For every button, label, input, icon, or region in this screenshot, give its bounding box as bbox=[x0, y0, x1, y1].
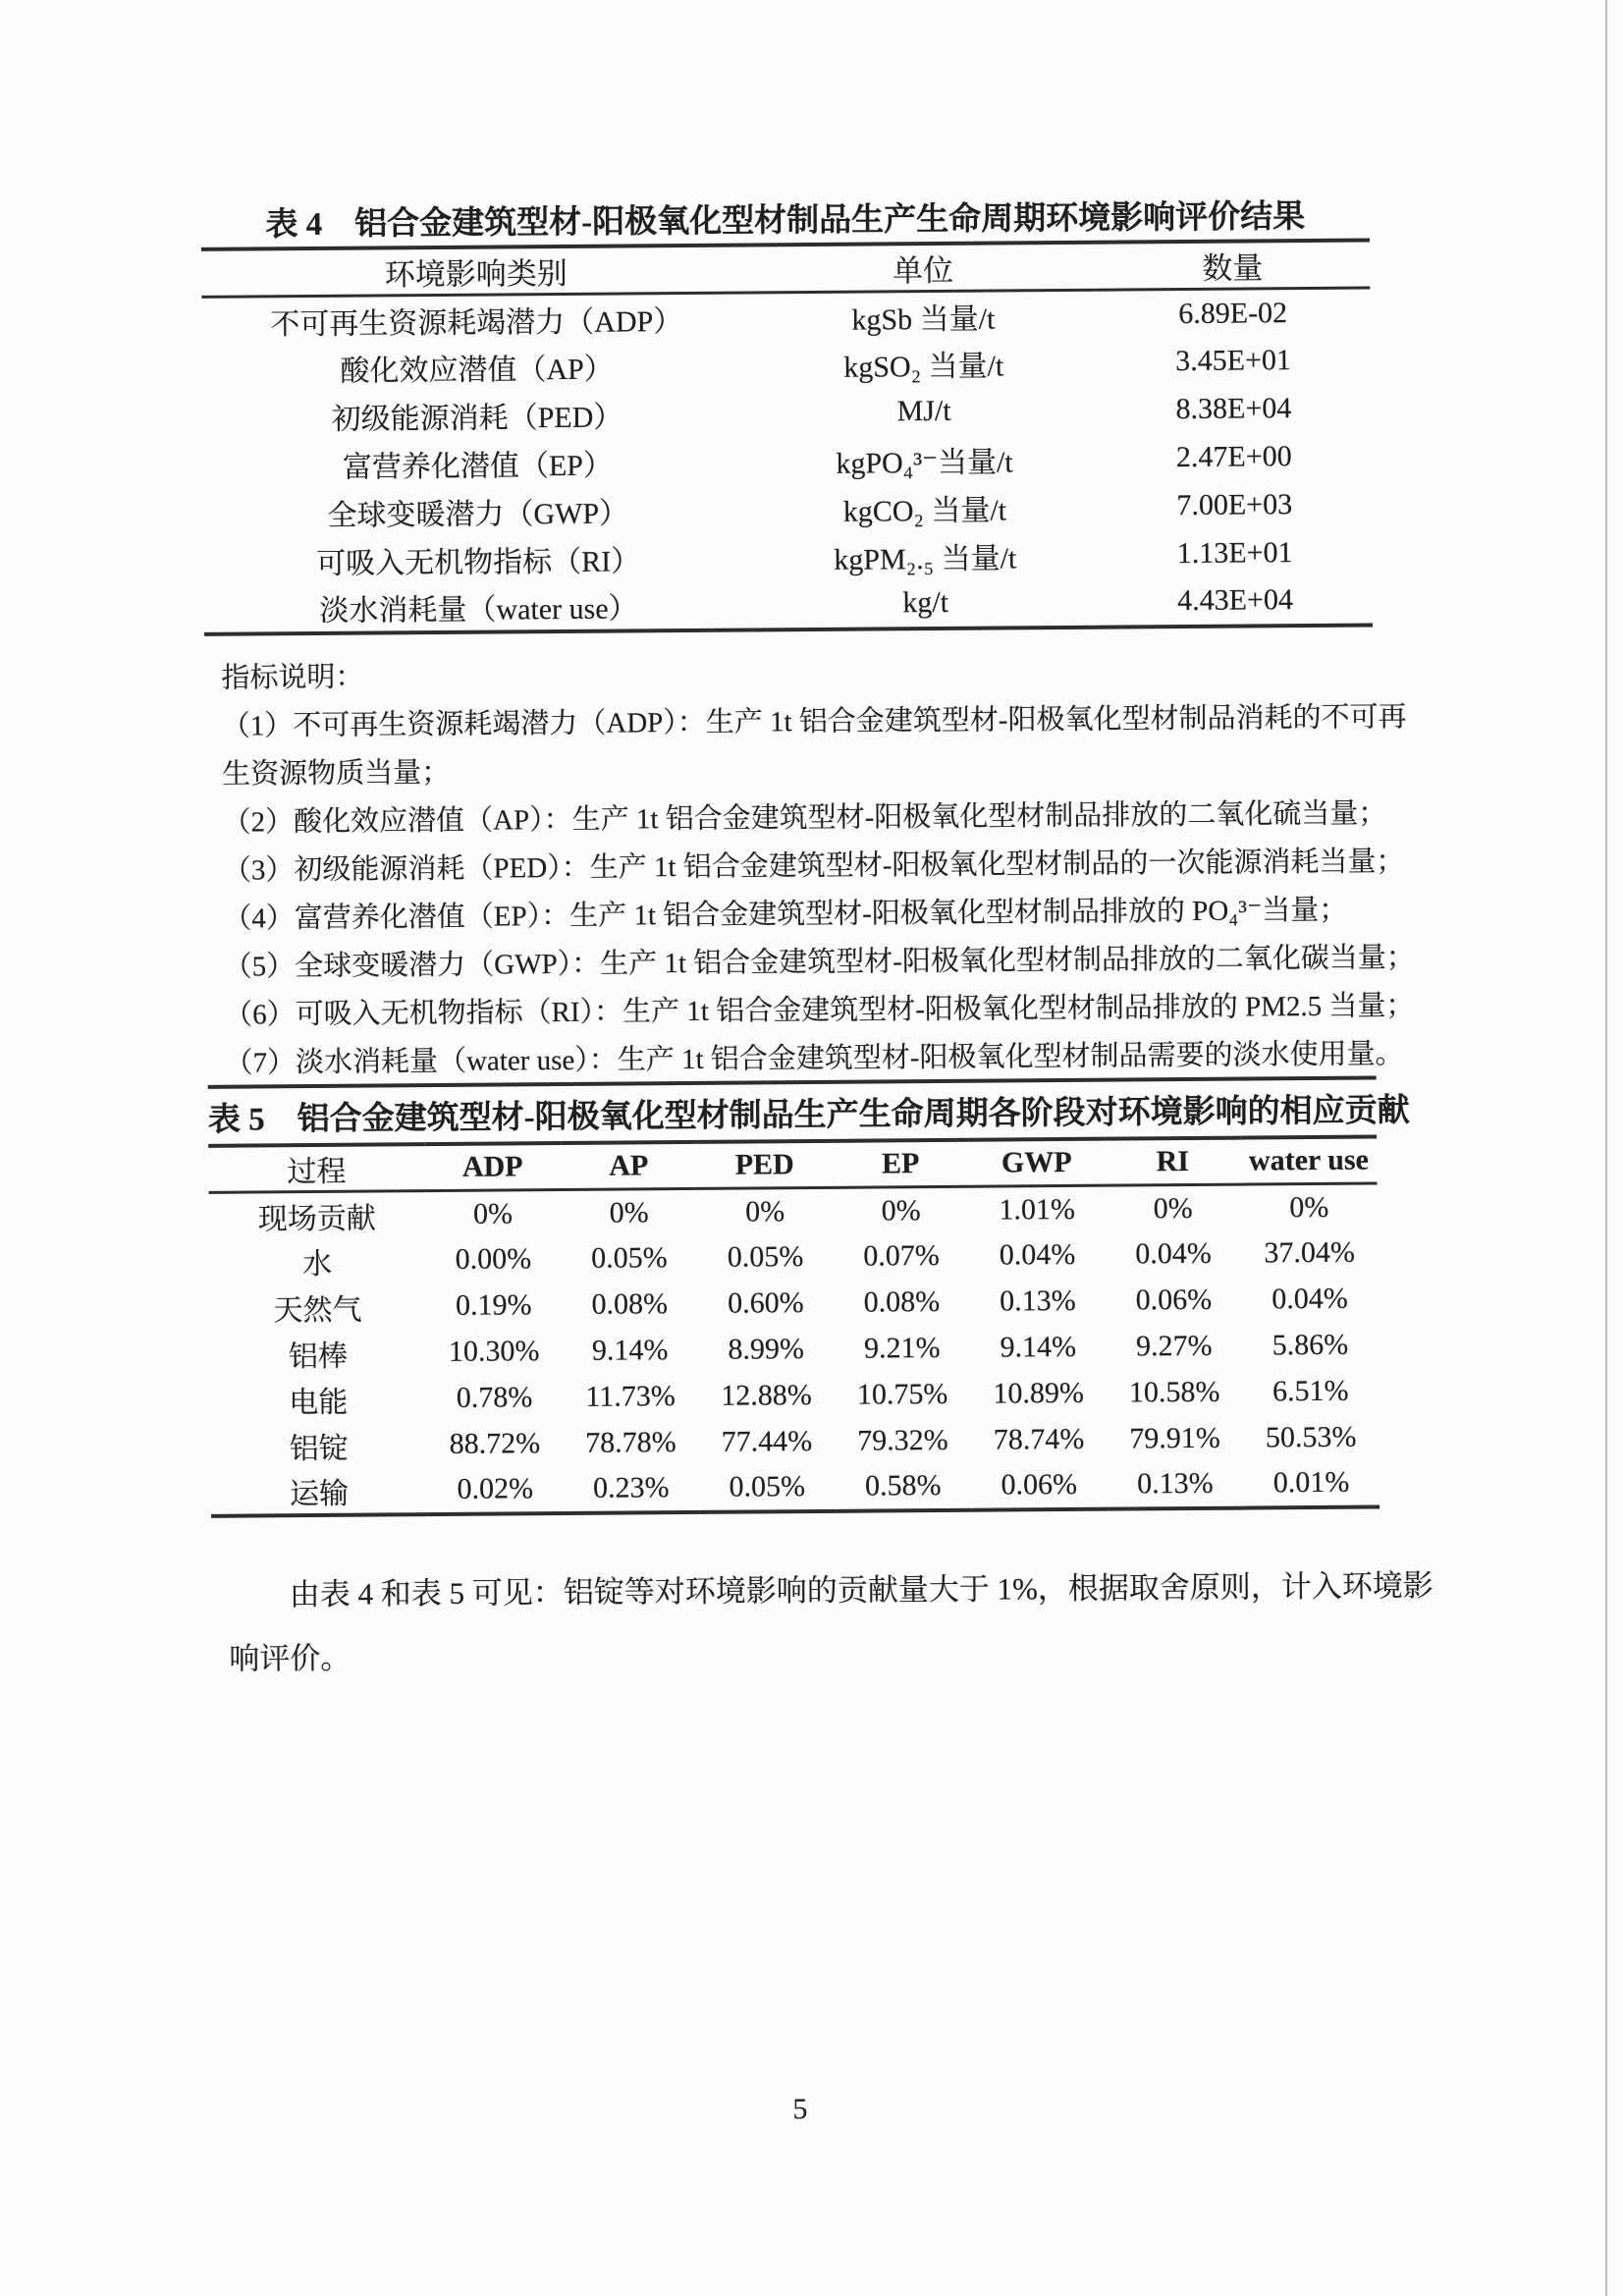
table4-value-cell: 4.43E+04 bbox=[1177, 583, 1294, 618]
table5-value-cell: 0.05% bbox=[591, 1241, 668, 1275]
table4-category-cell: 不可再生资源耗竭潜力（ADP） bbox=[270, 304, 683, 342]
table5-header-adp: ADP bbox=[461, 1150, 523, 1183]
table5-value-cell: 0.08% bbox=[863, 1285, 941, 1319]
note-item: （1）不可再生资源耗竭潜力（ADP）：生产 1t 铝合金建筑型材-阳极氧化型材制品消耗的不可再生资源物质当量； bbox=[221, 701, 1407, 791]
table4-header-unit: 单位 bbox=[892, 252, 954, 289]
table5-value-cell: 78.78% bbox=[585, 1426, 676, 1459]
table5-value-cell: 0.07% bbox=[863, 1238, 940, 1273]
table5-value-cell: 0.19% bbox=[455, 1288, 532, 1322]
table4-header-category: 环境影响类别 bbox=[384, 255, 568, 293]
table5-header-ap: AP bbox=[609, 1149, 649, 1182]
table-row bbox=[211, 1460, 1380, 1515]
table5-value-cell: 0% bbox=[881, 1193, 921, 1228]
table5-value-cell: 0.78% bbox=[456, 1381, 533, 1414]
table5-value-cell: 0% bbox=[745, 1194, 785, 1229]
table4-title: 表 4 铝合金建筑型材-阳极氧化型材制品生产生命周期环境影响评价结果 bbox=[265, 199, 1306, 244]
table4-impact-results bbox=[201, 239, 1373, 636]
table5-value-cell: 8.99% bbox=[728, 1333, 805, 1366]
table5-title: 表 5 铝合金建筑型材-阳极氧化型材制品生产生命周期各阶段对环境影响的相应贡献 bbox=[207, 1093, 1410, 1138]
table4-category-cell: 可吸入无机物指标（RI） bbox=[316, 545, 641, 580]
table5-value-cell: 88.72% bbox=[449, 1427, 541, 1460]
table5-value-cell: 37.04% bbox=[1264, 1235, 1356, 1270]
table5-value-cell: 5.86% bbox=[1271, 1328, 1349, 1362]
table5-value-cell: 9.14% bbox=[591, 1334, 669, 1367]
table4-header-quantity: 数量 bbox=[1202, 250, 1264, 286]
table-row bbox=[204, 576, 1373, 633]
table5-value-cell: 1.01% bbox=[999, 1192, 1076, 1227]
table5-body bbox=[209, 1183, 1380, 1515]
table5-process-cell: 铝棒 bbox=[288, 1339, 349, 1374]
table5-value-cell: 0.04% bbox=[1135, 1236, 1212, 1271]
indicator-notes bbox=[221, 645, 1424, 1088]
table5-process-cell: 现场贡献 bbox=[257, 1202, 376, 1236]
table5-value-cell: 10.30% bbox=[448, 1335, 540, 1368]
table5-value-cell: 0% bbox=[609, 1196, 649, 1230]
table4-category-cell: 富营养化潜值（EP） bbox=[342, 449, 614, 484]
table4-value-cell: 6.89E-02 bbox=[1178, 296, 1288, 330]
table5-value-cell: 0.58% bbox=[864, 1468, 942, 1503]
table5-process-cell: 铝锭 bbox=[289, 1432, 349, 1466]
notes-heading: 指标说明： bbox=[221, 661, 364, 694]
note-item: （2）酸化效应潜值（AP）：生产 1t 铝合金建筑型材-阳极氧化型材制品排放的二氧化硫当量； bbox=[222, 797, 1387, 839]
table5-value-cell: 0.00% bbox=[455, 1242, 532, 1276]
note-item: （5）全球变暖潜力（GWP）：生产 1t 铝合金建筑型材-阳极氧化型材制品排放的二氧化碳当量； bbox=[223, 942, 1415, 983]
table4-unit-cell: MJ/t bbox=[896, 394, 951, 428]
table5-value-cell: 0% bbox=[1289, 1190, 1329, 1224]
table5-value-cell: 0.13% bbox=[1000, 1284, 1076, 1318]
table5-value-cell: 79.32% bbox=[857, 1423, 948, 1457]
table4-unit-cell: kgSO₂ 当量/t bbox=[843, 350, 1004, 384]
table5-value-cell: 0.60% bbox=[727, 1286, 804, 1320]
table5-value-cell: 0% bbox=[1153, 1191, 1193, 1226]
table5-value-cell: 50.53% bbox=[1265, 1420, 1357, 1454]
table5-value-cell: 6.51% bbox=[1271, 1374, 1349, 1408]
table5-header-process: 过程 bbox=[287, 1155, 347, 1189]
table5-value-cell: 9.21% bbox=[863, 1331, 941, 1365]
scan-edge-artifact bbox=[1605, 0, 1607, 2296]
table4-value-cell: 2.47E+00 bbox=[1175, 440, 1292, 474]
table5-value-cell: 10.75% bbox=[856, 1377, 948, 1411]
table4-unit-cell: kgSb 当量/t bbox=[851, 302, 996, 337]
table5-value-cell: 0.08% bbox=[591, 1287, 669, 1321]
table5-stage-contributions bbox=[208, 1134, 1380, 1517]
table4-unit-cell: kgPO₄³⁻当量/t bbox=[836, 446, 1013, 480]
table5-process-cell: 运输 bbox=[289, 1477, 350, 1511]
table5-value-cell: 0.06% bbox=[1001, 1467, 1078, 1502]
table4-value-cell: 7.00E+03 bbox=[1176, 488, 1293, 522]
table5-process-cell: 天然气 bbox=[273, 1293, 362, 1328]
table5-process-cell: 电能 bbox=[289, 1386, 349, 1420]
table4-value-cell: 3.45E+01 bbox=[1175, 344, 1292, 378]
table5-header-ri: RI bbox=[1156, 1144, 1190, 1178]
table5-value-cell: 79.91% bbox=[1129, 1421, 1220, 1455]
table5-header-gwp: GWP bbox=[1001, 1145, 1072, 1179]
table5-header-ep: EP bbox=[881, 1147, 920, 1180]
table5-value-cell: 10.58% bbox=[1128, 1375, 1220, 1409]
table4-category-cell: 全球变暖潜力（GWP） bbox=[327, 497, 629, 532]
note-item: （6）可吸入无机物指标（RI）：生产 1t 铝合金建筑型材-阳极氧化型材制品排放的 PM2.5 当量； bbox=[223, 990, 1415, 1031]
table4-unit-cell: kgCO₂ 当量/t bbox=[842, 494, 1007, 528]
table4-unit-cell: kgPM₂.₅ 当量/t bbox=[834, 542, 1017, 576]
table5-value-cell: 9.27% bbox=[1135, 1329, 1213, 1363]
table5-value-cell: 78.74% bbox=[993, 1422, 1085, 1456]
table4-body bbox=[201, 288, 1373, 633]
table4-value-cell: 1.13E+01 bbox=[1176, 536, 1293, 571]
table4-category-cell: 初级能源消耗（PED） bbox=[331, 401, 623, 436]
closing-paragraph: 由表 4 和表 5 可见：铝锭等对环境影响的贡献量大于 1%，根据取舍原则，计入环境影响评价。 bbox=[229, 1568, 1434, 1676]
table5-process-cell: 水 bbox=[302, 1247, 333, 1282]
page-number: 5 bbox=[792, 2093, 808, 2126]
note-item: （4）富营养化潜值（EP）：生产 1t 铝合金建筑型材-阳极氧化型材制品排放的 PO₄³⁻当量； bbox=[223, 894, 1348, 935]
table5-header-wateruse: water use bbox=[1248, 1143, 1370, 1177]
note-item: （3）初级能源消耗（PED）：生产 1t 铝合金建筑型材-阳极氧化型材制品的一次能源消耗当量； bbox=[222, 846, 1405, 887]
table5-value-cell: 12.88% bbox=[721, 1379, 812, 1412]
table4-category-cell: 淡水消耗量（water use） bbox=[319, 592, 638, 628]
table5-value-cell: 0.23% bbox=[592, 1471, 670, 1504]
table5-value-cell: 0% bbox=[472, 1197, 514, 1230]
table5-header-ped: PED bbox=[734, 1148, 794, 1181]
table4-value-cell: 8.38E+04 bbox=[1175, 392, 1292, 426]
table5-value-cell: 9.14% bbox=[1000, 1330, 1077, 1364]
table5-value-cell: 0.13% bbox=[1136, 1466, 1214, 1501]
table5-value-cell: 10.89% bbox=[993, 1376, 1085, 1410]
table4-unit-cell: kg/t bbox=[902, 585, 949, 620]
table5-value-cell: 0.02% bbox=[457, 1472, 534, 1505]
note-item: （7）淡水消耗量（water use）：生产 1t 铝合金建筑型材-阳极氧化型材制品需要的淡水使用量。 bbox=[224, 1038, 1404, 1079]
table5-value-cell: 77.44% bbox=[721, 1425, 813, 1458]
table5-value-cell: 0.06% bbox=[1135, 1283, 1213, 1317]
table5-value-cell: 0.04% bbox=[999, 1237, 1076, 1272]
table5-value-cell: 0.04% bbox=[1271, 1282, 1348, 1316]
table5-value-cell: 0.05% bbox=[729, 1470, 806, 1503]
table4-category-cell: 酸化效应潜值（AP） bbox=[340, 353, 614, 388]
table5-value-cell: 11.73% bbox=[585, 1380, 676, 1413]
table5-value-cell: 0.05% bbox=[727, 1240, 804, 1274]
table5-value-cell: 0.01% bbox=[1272, 1465, 1350, 1500]
